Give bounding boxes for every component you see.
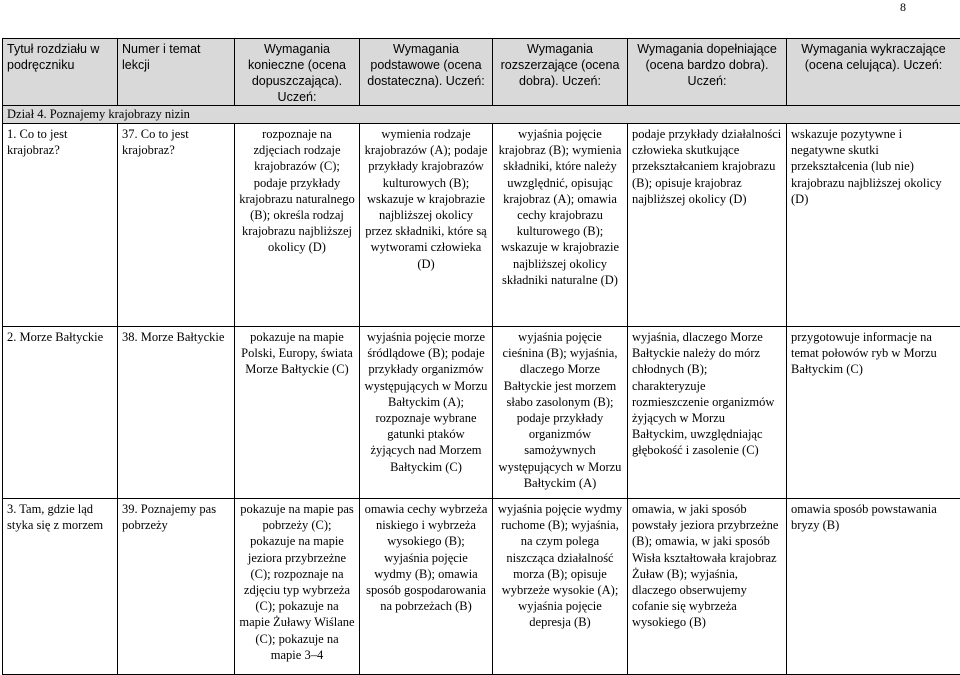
section-title: Dział 4. Poznajemy krajobrazy nizin <box>3 106 960 124</box>
lesson-cell: 39. Poznajemy pas pobrzeży <box>118 499 235 675</box>
rozszerzajace-cell: wyjaśnia pojęcie wydmy ruchome (B); wyjaśnia, na czym polega niszcząca działalność morza (B); opisuje wybrzeże wysokie (A); wyjaśnia pojęcie depresja (B) <box>493 499 628 675</box>
page-number: 8 <box>900 0 906 15</box>
konieczne-cell: pokazuje na mapie Polski, Europy, świata Morze Bałtyckie (C) <box>235 327 360 499</box>
podstawowe-cell: wymienia rodzaje krajobrazów (A); podaje przykłady krajobrazów kulturowych (B); wskazuje w krajobrazie najbliższej okolicy przez składniki, które są wytworami człowieka (D) <box>360 124 493 327</box>
dopelniajace-cell: omawia, w jaki sposób powstały jeziora przybrzeżne (B); omawia, w jaki sposób Wisła kształtowała krajobraz Żuław (B); wyjaśnia, dlaczego obserwujemy cofanie się wybrzeża wysokiego (B) <box>628 499 787 675</box>
header-row <box>3 39 960 106</box>
header-rozszerzajace: Wymagania rozszerzające (ocena dobra). Uczeń: <box>493 39 628 106</box>
chapter-cell: 1. Co to jest krajobraz? <box>3 124 118 327</box>
table-row <box>3 327 960 499</box>
konieczne-cell: rozpoznaje na zdjęciach rodzaje krajobrazów (C); podaje przykłady krajobrazu naturalnego (B); określa rodzaj krajobrazu najbliższej okolicy (D) <box>235 124 360 327</box>
requirements-table <box>2 38 960 675</box>
rozszerzajace-cell: wyjaśnia pojęcie cieśnina (B); wyjaśnia, dlaczego Morze Bałtyckie jest morzem słabo zasolonym (B); podaje przykłady organizmów samożywnych występujących w Morzu Bałtyckim (A) <box>493 327 628 499</box>
header-podstawowe: Wymagania podstawowe (ocena dostateczna). Uczeń: <box>360 39 493 106</box>
header-konieczne: Wymagania konieczne (ocena dopuszczająca). Uczeń: <box>235 39 360 106</box>
chapter-cell: 2. Morze Bałtyckie <box>3 327 118 499</box>
wykraczajace-cell: przygotowuje informacje na temat połowów ryb w Morzu Bałtyckim (C) <box>787 327 960 499</box>
podstawowe-cell: wyjaśnia pojęcie morze śródlądowe (B); podaje przykłady organizmów występujących w Morzu Bałtyckim (A); rozpoznaje wybrane gatunki ptaków żyjących nad Morzem Bałtyckim (C) <box>360 327 493 499</box>
header-lesson: Numer i temat lekcji <box>118 39 235 106</box>
table-row <box>3 499 960 675</box>
lesson-cell: 37. Co to jest krajobraz? <box>118 124 235 327</box>
dopelniajace-cell: wyjaśnia, dlaczego Morze Bałtyckie należy do mórz chłodnych (B); charakteryzuje rozmieszczenie organizmów żyjących w Morzu Bałtyckim, uwzględniając głębokość i zasolenie (C) <box>628 327 787 499</box>
wykraczajace-cell: wskazuje pozytywne i negatywne skutki przekształcenia (lub nie) krajobrazu najbliższej okolicy (D) <box>787 124 960 327</box>
konieczne-cell: pokazuje na mapie pas pobrzeży (C); pokazuje na mapie jeziora przybrzeżne (C); rozpoznaje na zdjęciu typ wybrzeża (C); pokazuje na mapie Żuławy Wiślane (C); pokazuje na mapie 3–4 <box>235 499 360 675</box>
lesson-cell: 38. Morze Bałtyckie <box>118 327 235 499</box>
header-dopelniajace: Wymagania dopełniające (ocena bardzo dobra). Uczeń: <box>628 39 787 106</box>
wykraczajace-cell: omawia sposób powstawania bryzy (B) <box>787 499 960 675</box>
chapter-cell: 3. Tam, gdzie ląd styka się z morzem <box>3 499 118 675</box>
podstawowe-cell: omawia cechy wybrzeża niskiego i wybrzeża wysokiego (B); wyjaśnia pojęcie wydmy (B); omawia sposób gospodarowania na pobrzeżach (B) <box>360 499 493 675</box>
rozszerzajace-cell: wyjaśnia pojęcie krajobraz (B); wymienia składniki, które należy uwzględnić, opisując krajobraz (A); omawia cechy krajobrazu kulturowego (B); wskazuje w krajobrazie najbliższej okolicy składniki naturalne (D) <box>493 124 628 327</box>
table-row <box>3 124 960 327</box>
section-row <box>3 106 960 124</box>
dopelniajace-cell: podaje przykłady działalności człowieka skutkujące przekształcaniem krajobrazu (B); opisuje krajobraz najbliższej okolicy (D) <box>628 124 787 327</box>
header-chapter: Tytuł rozdziału w podręczniku <box>3 39 118 106</box>
header-wykraczajace: Wymagania wykraczające (ocena celująca). Uczeń: <box>787 39 960 106</box>
